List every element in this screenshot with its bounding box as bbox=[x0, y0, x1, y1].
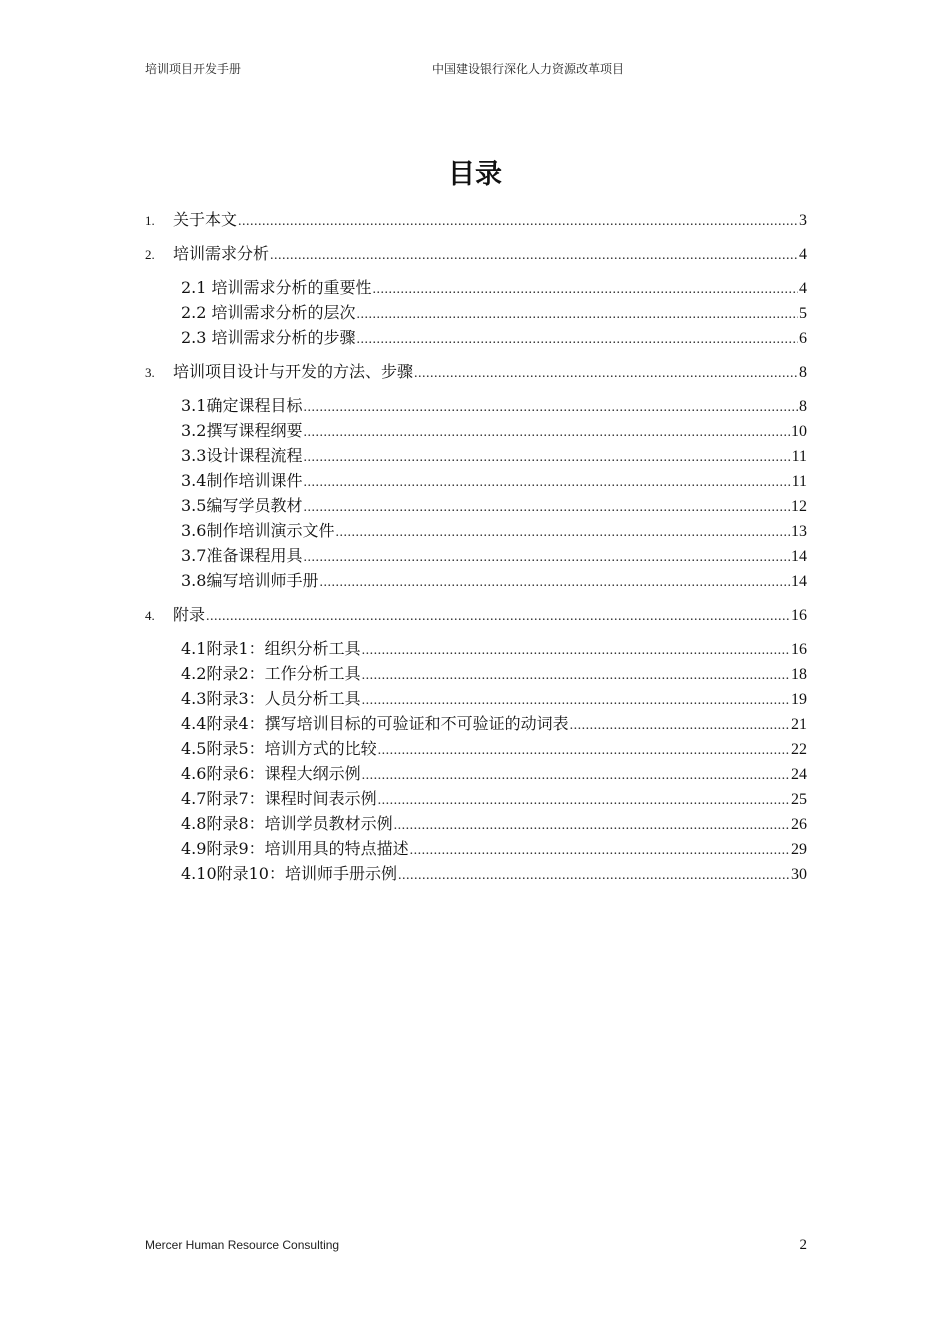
toc-subsection-entry[interactable] bbox=[145, 443, 807, 468]
toc-subsection-entry[interactable] bbox=[145, 711, 807, 736]
toc-entry-label: 3.8编写培训师手册 bbox=[181, 571, 319, 590]
toc-subsection-entry[interactable] bbox=[145, 811, 807, 836]
toc-page-number: 24 bbox=[791, 766, 807, 783]
toc-entry-label: 4.9附录9：培训用具的特点描述 bbox=[181, 839, 409, 858]
toc-page-number: 11 bbox=[791, 473, 807, 490]
toc-dot-leader bbox=[362, 638, 790, 663]
toc-entry-label: 3.5编写学员教材 bbox=[181, 496, 303, 515]
toc-page-number: 5 bbox=[799, 305, 807, 322]
header-document-title: 培训项目开发手册 bbox=[145, 62, 242, 76]
toc-dot-leader bbox=[303, 445, 790, 470]
toc-dot-leader bbox=[378, 738, 790, 763]
toc-entry-label: 关于本文 bbox=[173, 210, 238, 229]
toc-subsection-entry[interactable] bbox=[145, 300, 807, 325]
toc-dot-leader bbox=[303, 395, 798, 420]
toc-dot-leader bbox=[206, 604, 790, 629]
footer-page-number: 2 bbox=[799, 1237, 807, 1253]
toc-page-number: 19 bbox=[791, 691, 807, 708]
toc-entry-label: 3.4制作培训课件 bbox=[181, 471, 303, 490]
toc-entry-label: 4.5附录5：培训方式的比较 bbox=[181, 739, 377, 758]
toc-dot-leader bbox=[357, 327, 798, 352]
footer-company: Mercer Human Resource Consulting bbox=[145, 1238, 340, 1252]
toc-entry-label: 4.7附录7：课程时间表示例 bbox=[181, 789, 377, 808]
toc-section-number: 2. bbox=[145, 247, 155, 262]
toc-dot-leader bbox=[414, 361, 798, 386]
toc-dot-leader bbox=[238, 209, 798, 234]
toc-page-number: 29 bbox=[791, 841, 807, 858]
toc-page-number: 21 bbox=[791, 716, 807, 733]
toc-page-number: 14 bbox=[791, 548, 807, 565]
toc-subsection-entry[interactable] bbox=[145, 636, 807, 661]
toc-dot-leader bbox=[398, 863, 790, 888]
toc-page-number: 13 bbox=[791, 523, 807, 540]
toc-subsection-entry[interactable] bbox=[145, 736, 807, 761]
toc-dot-leader bbox=[303, 495, 790, 520]
toc-dot-leader bbox=[410, 838, 790, 863]
toc-entry-label: 4.10附录10：培训师手册示例 bbox=[181, 864, 397, 883]
toc-dot-leader bbox=[378, 788, 790, 813]
page-title: 目录 bbox=[448, 159, 502, 190]
toc-entry-label: 3.7准备课程用具 bbox=[181, 546, 303, 565]
toc-dot-leader bbox=[362, 763, 790, 788]
toc-entry-label: 2.3 培训需求分析的步骤 bbox=[181, 328, 356, 347]
table-of-contents bbox=[145, 207, 807, 886]
toc-dot-leader bbox=[362, 688, 790, 713]
toc-page-number: 8 bbox=[799, 398, 807, 415]
toc-dot-leader bbox=[357, 302, 798, 327]
toc-entry-label: 4.4附录4：撰写培训目标的可验证和不可验证的动词表 bbox=[181, 714, 569, 733]
toc-dot-leader bbox=[373, 277, 798, 302]
toc-page-number: 3 bbox=[799, 212, 807, 229]
toc-subsection-entry[interactable] bbox=[145, 493, 807, 518]
toc-page-number: 4 bbox=[799, 246, 807, 263]
toc-entry-label: 2.1 培训需求分析的重要性 bbox=[181, 278, 372, 297]
toc-subsection-entry[interactable] bbox=[145, 468, 807, 493]
toc-page-number: 4 bbox=[799, 280, 807, 297]
toc-entry-label: 4.2附录2：工作分析工具 bbox=[181, 664, 361, 683]
toc-subsection-entry[interactable] bbox=[145, 861, 807, 886]
toc-section-entry[interactable] bbox=[145, 602, 807, 627]
toc-page-number: 25 bbox=[791, 791, 807, 808]
toc-dot-leader bbox=[303, 420, 790, 445]
toc-subsection-entry[interactable] bbox=[145, 325, 807, 350]
toc-entry-label: 3.6制作培训演示文件 bbox=[181, 521, 335, 540]
toc-entry-label: 培训项目设计与开发的方法、步骤 bbox=[173, 362, 414, 381]
toc-subsection-entry[interactable] bbox=[145, 786, 807, 811]
toc-subsection-entry[interactable] bbox=[145, 836, 807, 861]
toc-subsection-entry[interactable] bbox=[145, 543, 807, 568]
toc-section-number: 4. bbox=[145, 608, 155, 623]
toc-entry-label: 4.3附录3：人员分析工具 bbox=[181, 689, 361, 708]
toc-entry-label: 培训需求分析 bbox=[173, 244, 270, 263]
toc-page-number: 11 bbox=[791, 448, 807, 465]
toc-section-number: 3. bbox=[145, 365, 155, 380]
toc-page-number: 18 bbox=[791, 666, 807, 683]
toc-section-entry[interactable] bbox=[145, 207, 807, 232]
toc-dot-leader bbox=[570, 713, 790, 738]
toc-dot-leader bbox=[362, 663, 790, 688]
toc-entry-label: 2.2 培训需求分析的层次 bbox=[181, 303, 356, 322]
toc-section-entry[interactable] bbox=[145, 241, 807, 266]
toc-subsection-entry[interactable] bbox=[145, 568, 807, 593]
toc-entry-label: 附录 bbox=[173, 605, 206, 624]
toc-entry-label: 4.1附录1：组织分析工具 bbox=[181, 639, 361, 658]
toc-subsection-entry[interactable] bbox=[145, 418, 807, 443]
header-project-name: 中国建设银行深化人力资源改革项目 bbox=[432, 62, 625, 76]
toc-subsection-entry[interactable] bbox=[145, 393, 807, 418]
toc-page-number: 12 bbox=[791, 498, 807, 515]
toc-dot-leader bbox=[319, 570, 790, 595]
toc-page-number: 22 bbox=[791, 741, 807, 758]
toc-dot-leader bbox=[303, 470, 790, 495]
toc-subsection-entry[interactable] bbox=[145, 686, 807, 711]
toc-page-number: 14 bbox=[791, 573, 807, 590]
toc-dot-leader bbox=[335, 520, 790, 545]
toc-page-number: 30 bbox=[791, 866, 807, 883]
toc-page-number: 16 bbox=[791, 607, 807, 624]
toc-section-entry[interactable] bbox=[145, 359, 807, 384]
toc-dot-leader bbox=[303, 545, 790, 570]
toc-entry-label: 3.2撰写课程纲要 bbox=[181, 421, 303, 440]
toc-page-number: 16 bbox=[791, 641, 807, 658]
toc-subsection-entry[interactable] bbox=[145, 761, 807, 786]
toc-page-number: 8 bbox=[799, 364, 807, 381]
toc-entry-label: 4.8附录8：培训学员教材示例 bbox=[181, 814, 393, 833]
toc-section-number: 1. bbox=[145, 213, 155, 228]
toc-dot-leader bbox=[270, 243, 798, 268]
toc-page-number: 26 bbox=[791, 816, 807, 833]
toc-entry-label: 3.1确定课程目标 bbox=[181, 396, 303, 415]
toc-page-number: 10 bbox=[791, 423, 807, 440]
toc-subsection-entry[interactable] bbox=[145, 661, 807, 686]
toc-page-number: 6 bbox=[799, 330, 807, 347]
toc-entry-label: 3.3设计课程流程 bbox=[181, 446, 303, 465]
toc-subsection-entry[interactable] bbox=[145, 518, 807, 543]
toc-entry-label: 4.6附录6：课程大纲示例 bbox=[181, 764, 361, 783]
toc-subsection-entry[interactable] bbox=[145, 275, 807, 300]
toc-dot-leader bbox=[394, 813, 790, 838]
